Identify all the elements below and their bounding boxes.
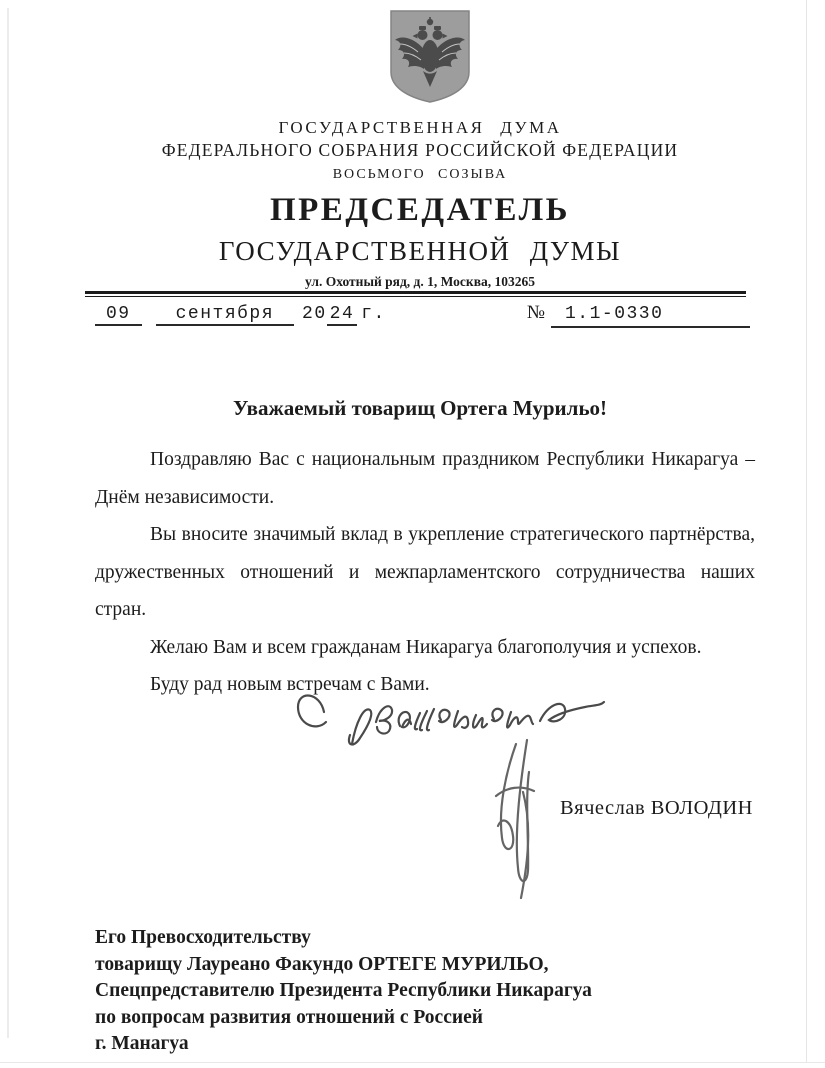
date-year-label: г.: [361, 304, 386, 324]
scan-edge-artifact-right: [806, 0, 807, 1062]
date-year-prefix: 20: [302, 304, 327, 324]
paragraph: Вы вносите значимый вклад в укрепление стратегического партнёрства, дружественных отношений и межпарламентского сотрудничества наших стран.: [95, 524, 755, 620]
office-title-line1: ПРЕДСЕДАТЕЛЬ: [269, 192, 570, 228]
closing-handwritten-s-uvazheniem: [288, 680, 612, 752]
salutation: Уважаемый товарищ Ортега Мурильо!: [232, 396, 608, 420]
letter-body: [95, 441, 755, 704]
org-name-line2: ФЕДЕРАЛЬНОГО СОБРАНИЯ РОССИЙСКОЙ ФЕДЕРАЦИИ: [161, 140, 679, 160]
date-year-suffix: 24: [327, 304, 358, 326]
document-number-group: [527, 302, 750, 328]
paragraph: Поздравляю Вас с национальным праздником Республики Никарагуа – Днём независимости.: [95, 449, 755, 508]
signer-name: Вячеслав ВОЛОДИН: [560, 797, 753, 819]
recipient-line: товарищу Лауреано Факундо ОРТЕГЕ МУРИЛЬО,: [95, 953, 549, 975]
recipient-line: Спецпредставителю Президента Республики Никарагуа: [95, 980, 592, 1001]
number-sign-label: №: [526, 302, 545, 323]
document-number-value: 1.1-0330: [551, 304, 750, 328]
letterhead-divider-rule: [85, 291, 746, 297]
letterhead: [90, 118, 750, 183]
recipient-line: по вопросам развития отношений с Россией: [95, 1006, 483, 1028]
recipient-block: [95, 925, 592, 1058]
paragraph: Желаю Вам и всем гражданам Никарагуа благополучия и успехов.: [150, 636, 702, 658]
org-name-line1: ГОСУДАРСТВЕННАЯ ДУМА: [278, 118, 562, 137]
recipient-line: г. Манагуа: [95, 1033, 189, 1054]
date-group: [95, 304, 386, 326]
scan-edge-artifact-bottom: [0, 1062, 825, 1063]
date-day: 09: [95, 304, 142, 326]
paragraph: Буду рад новым встречам с Вами.: [150, 674, 430, 695]
date-month: сентября: [156, 304, 294, 326]
date-and-number-line: [95, 302, 750, 328]
org-name-line3: ВОСЬМОГО СОЗЫВА: [332, 167, 508, 182]
russia-coat-of-arms-icon: [386, 8, 474, 105]
scan-edge-artifact-left: [7, 8, 9, 1038]
recipient-line: Его Превосходительству: [95, 927, 311, 948]
letterhead-address: ул. Охотный ряд, д. 1, Москва, 103265: [305, 274, 535, 289]
handwritten-signature: [482, 736, 544, 904]
office-title-line2: ГОСУДАРСТВЕННОЙ ДУМЫ: [218, 236, 622, 266]
